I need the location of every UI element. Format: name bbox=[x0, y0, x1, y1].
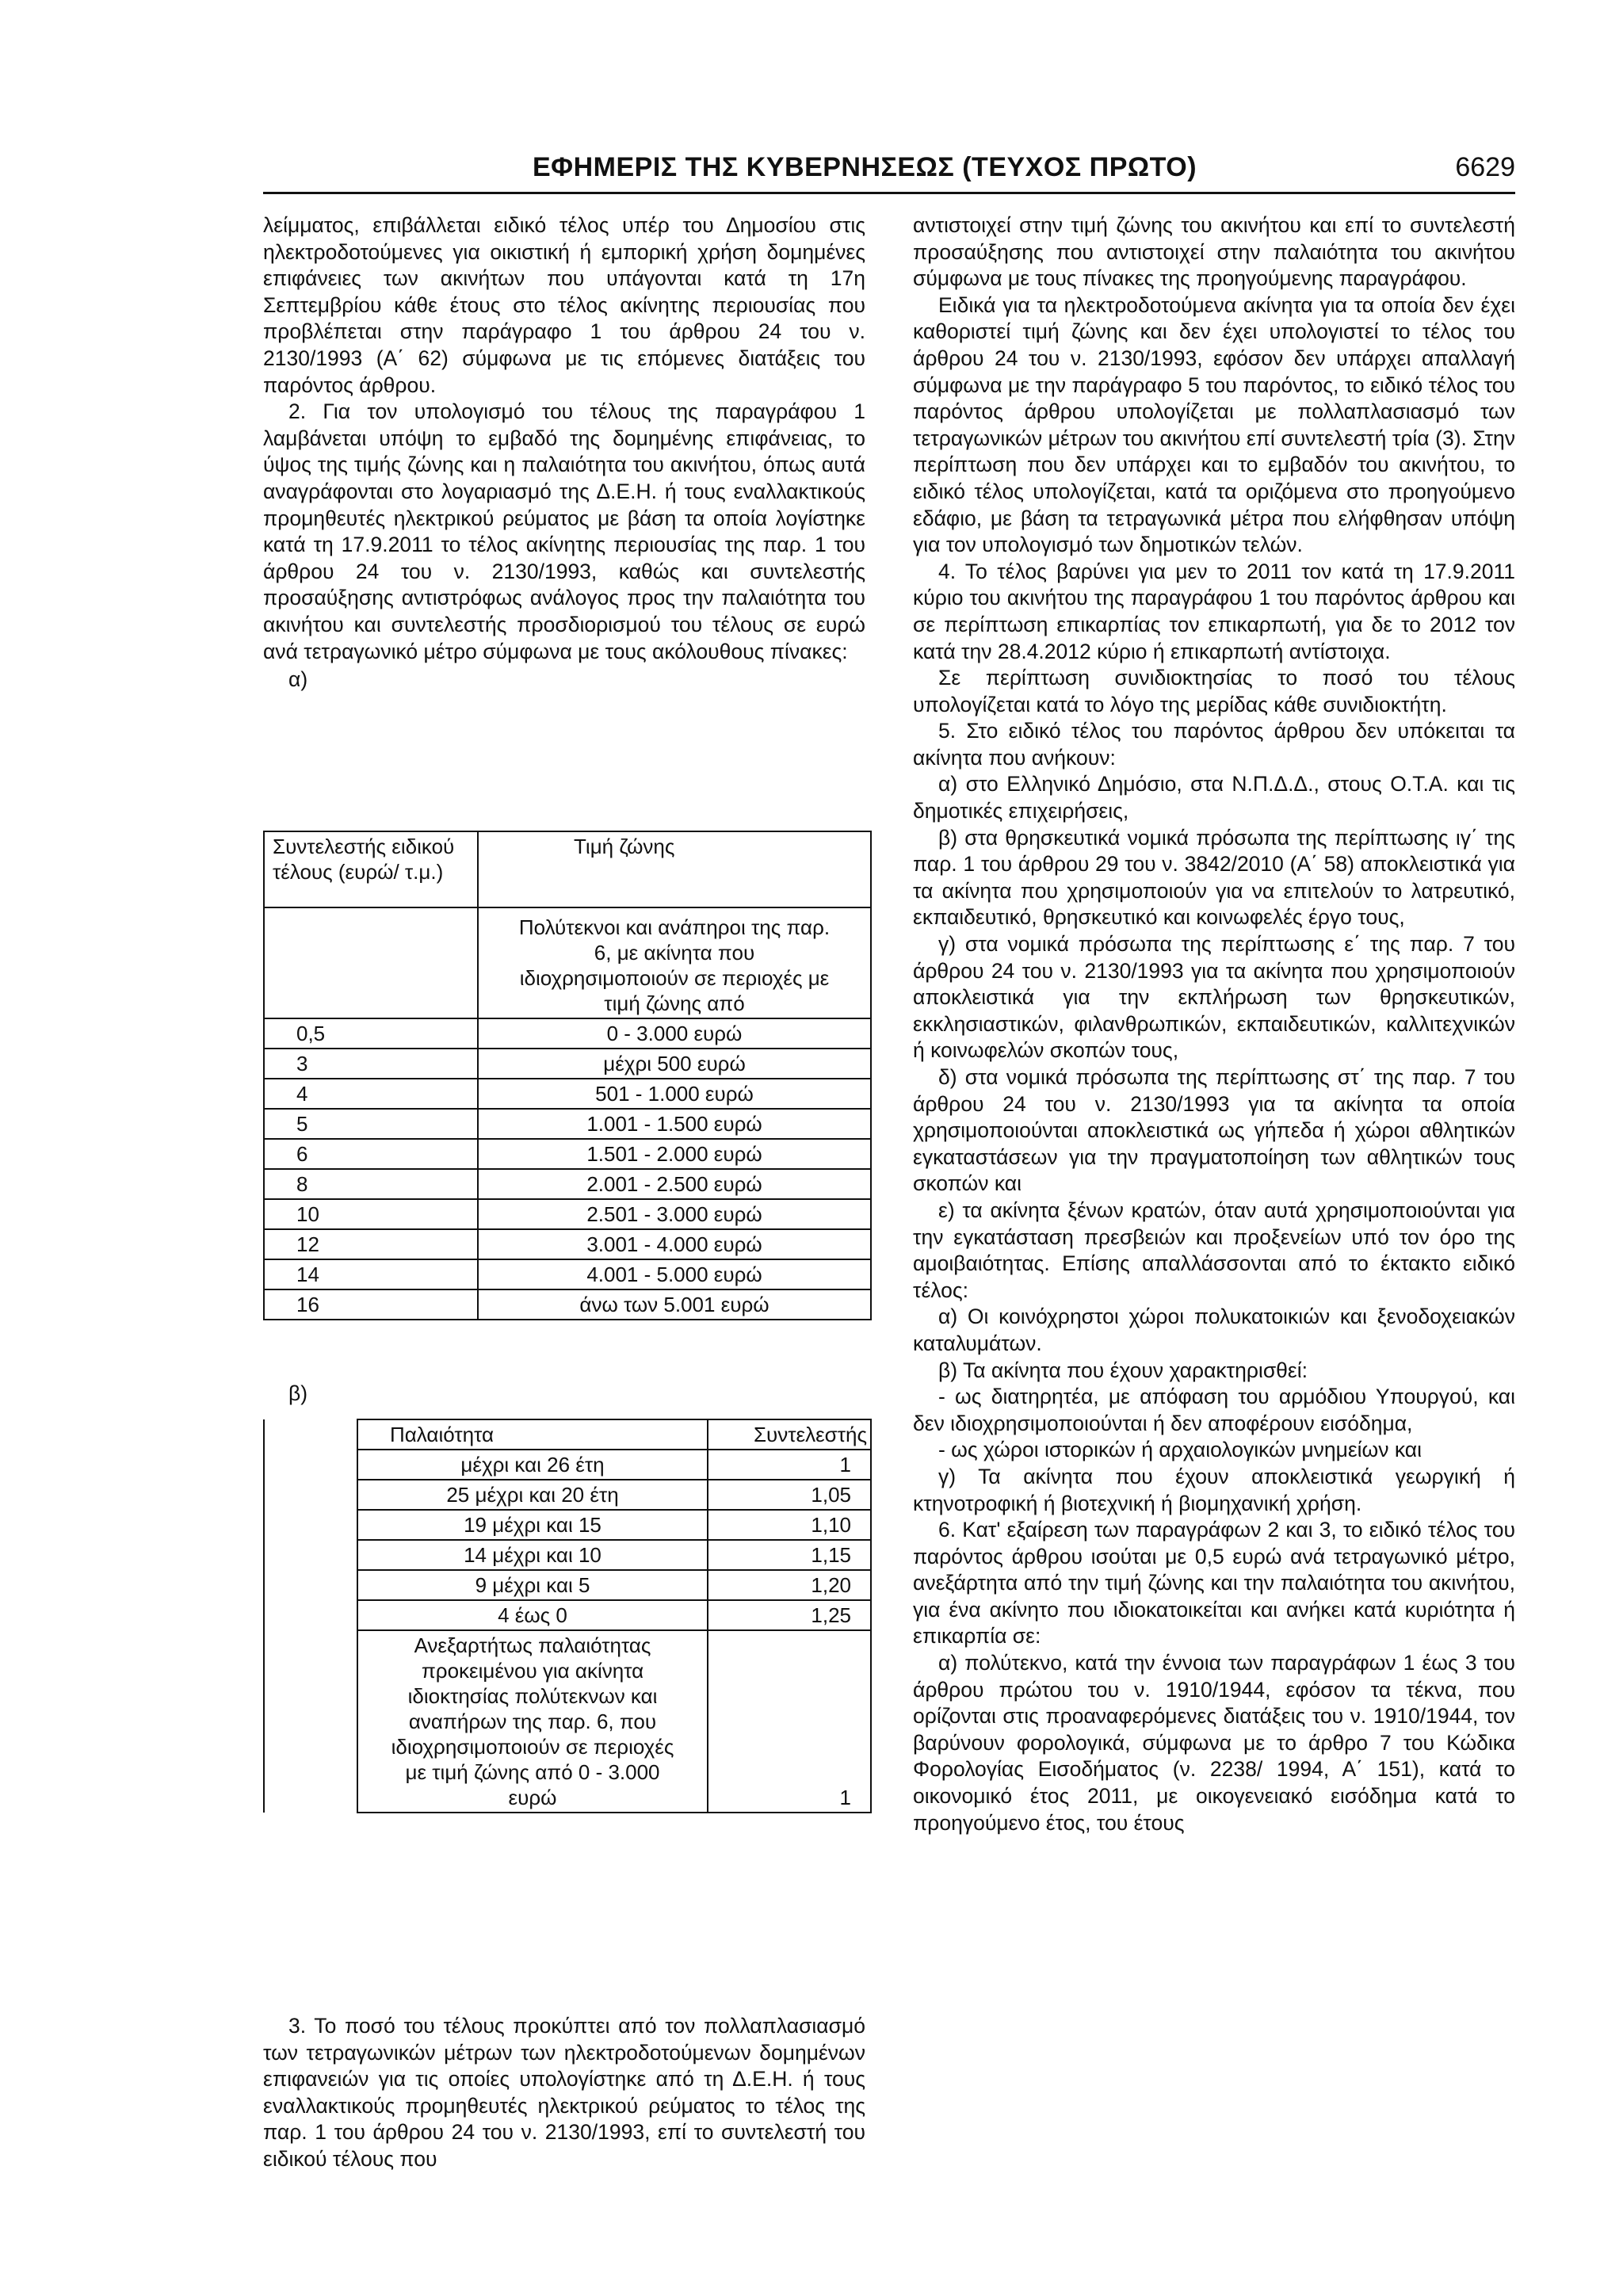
table-header-row bbox=[264, 1419, 871, 1450]
age-cell: Ανεξαρτήτως παλαιότητας προκειμένου για ακίνητα ιδιοκτησίας πολύτεκνων και αναπήρων της παρ. 6, που ιδιοχρησιμοποιούν σε περιοχές με τιμή ζώνης από 0 - 3.000 ευρώ bbox=[357, 1630, 708, 1813]
paragraph: α) στο Ελληνικό Δημόσιο, στα Ν.Π.Δ.Δ., στους Ο.Τ.Α. και τις δημοτικές επιχειρήσεις, bbox=[913, 772, 1515, 823]
table-row bbox=[264, 1540, 871, 1570]
coefficient-cell: 16 bbox=[264, 1289, 478, 1320]
header-cell: Παλαιότητα bbox=[357, 1419, 708, 1450]
paragraph: α) πολύτεκνο, κατά την έννοια των παραγράφων 1 έως 3 του άρθρου πρώτου του ν. 1910/1944, εφόσον τα τέκνα, που ορίζονται στις προαναφερόμενες διατάξεις του ν. 1910/1944, τον βαρύνουν φορολογικά, σύμφωνα με το άρθρο 7 του Κώδικα Φορολογίας Εισοδήματος (ν. 2238/ 1994, Α΄ 151), κατά το οικονομικό έτος 2011, με οικογενειακό εισόδημα κατά το προηγούμενο έτος, του έτους bbox=[913, 1651, 1515, 1835]
paragraph: αντιστοιχεί στην τιμή ζώνης του ακινήτου και επί το συντελεστή προσαύξησης που αντιστοιχεί στην παλαιότητα του ακινήτου σύμφωνα με τους πίνακες της προηγούμενης παραγράφου. bbox=[913, 213, 1515, 291]
table-subheader-row bbox=[264, 907, 871, 1018]
left-label-b bbox=[263, 1379, 865, 1408]
coefficient-cell: 1 bbox=[708, 1450, 871, 1480]
header-rule bbox=[263, 192, 1515, 194]
paragraph: γ) στα νομικά πρόσωπα της περίπτωσης ε΄ της παρ. 7 του άρθρου 24 του ν. 2130/1993 για τα ακίνητα που χρησιμοποιούν αποκλειστικά για την εκπλήρωση των θρησκευτικών, εκκλησιαστικών, φιλανθρωπικών, εκπαιδευτικών, καλλιτεχνικών ή κοινωφελών σκοπών τους, bbox=[913, 932, 1515, 1063]
coefficient-cell: 5 bbox=[264, 1109, 478, 1139]
coefficient-cell: 8 bbox=[264, 1169, 478, 1199]
table-row bbox=[264, 1139, 871, 1169]
paragraph: 6. Κατ' εξαίρεση των παραγράφων 2 και 3, το ειδικό τέλος του παρόντος άρθρου ισούται με 0,5 ευρώ ανά τετραγωνικό μέτρο, ανεξάρτητα από την τιμή ζώνης και την παλαιότητα του ακινήτου, για ένα ακίνητο που ιδιοκατοικείται και ανήκει κατά κυριότητα ή επικαρπία σε: bbox=[913, 1518, 1515, 1648]
zone-cell: 0 - 3.000 ευρώ bbox=[478, 1018, 871, 1049]
zone-price-table bbox=[263, 831, 872, 1320]
paragraph: α) Οι κοινόχρηστοι χώροι πολυκατοικιών και ξενοδοχειακών καταλυμάτων. bbox=[913, 1305, 1515, 1355]
coefficient-cell: 1 bbox=[708, 1630, 871, 1813]
table-row bbox=[264, 1289, 871, 1320]
coefficient-cell: 10 bbox=[264, 1199, 478, 1229]
coefficient-cell: 14 bbox=[264, 1259, 478, 1289]
table-row bbox=[264, 1600, 871, 1630]
header-cell: Συντελεστής ειδικού τέλους (ευρώ/ τ.μ.) bbox=[264, 831, 478, 907]
page-number: 6629 bbox=[1455, 152, 1515, 182]
header-cell: Συντελεστής bbox=[708, 1419, 871, 1450]
zone-cell: 2.001 - 2.500 ευρώ bbox=[478, 1169, 871, 1199]
gazette-title: ΕΦΗΜΕΡΙΣ ΤΗΣ ΚΥΒΕΡΝΗΣΕΩΣ (ΤΕΥΧΟΣ ΠΡΩΤΟ) bbox=[533, 152, 1197, 182]
coefficient-cell: 1,05 bbox=[708, 1480, 871, 1510]
age-cell: 25 μέχρι και 20 έτη bbox=[357, 1480, 708, 1510]
age-cell: 4 έως 0 bbox=[357, 1600, 708, 1630]
coefficient-cell: 1,25 bbox=[708, 1600, 871, 1630]
zone-cell: 2.501 - 3.000 ευρώ bbox=[478, 1199, 871, 1229]
left-column-bottom bbox=[263, 2013, 865, 2173]
table-row bbox=[264, 1109, 871, 1139]
table-row bbox=[264, 1450, 871, 1480]
paragraph: 3. Το ποσό του τέλους προκύπτει από τον πολλαπλασιασμό των τετραγωνικών μέτρων των ηλεκτροδοτούμενων δομημένων επιφανειών για τις οποίες υπολογίστηκε από τη Δ.Ε.Η. ή τους εναλλακτικούς προμηθευτές ηλεκτρικού ρεύματος το τέλος της παρ. 1 του άρθρου 24 του ν. 2130/1993, επί το συντελεστή του ειδικού τέλους που bbox=[263, 2014, 865, 2171]
table-cell bbox=[264, 1480, 357, 1510]
table-row bbox=[264, 1229, 871, 1259]
table-cell bbox=[264, 1600, 357, 1630]
paragraph: 2. Για τον υπολογισμό του τέλους της παραγράφου 1 λαμβάνεται υπόψη το εμβαδό της δομημένης επιφάνειας, το ύψος της τιμής ζώνης και η παλαιότητα του ακινήτου, όπως αυτά αναγράφονται στο λογαριασμό της Δ.Ε.Η. ή τους εναλλακτικούς προμηθευτές ηλεκτρικού ρεύματος με βάση τα οποία λογίστηκε κατά τη 17.9.2011 το τέλος ακίνητης περιουσίας της παρ. 1 του άρθρου 24 του ν. 2130/1993, καθώς και συντελεστής προσαύξησης αντιστρόφως ανάλογος προς την παλαιότητα του ακινήτου και συντελεστής προσδιορισμού του τέλους σε ευρώ ανά τετραγωνικό μέτρο σύμφωνα με τους ακόλουθους πίνακες: bbox=[263, 399, 865, 663]
table-cell bbox=[264, 1419, 357, 1450]
zone-cell: 4.001 - 5.000 ευρώ bbox=[478, 1259, 871, 1289]
coefficient-cell: 1,20 bbox=[708, 1570, 871, 1600]
paragraph: β) στα θρησκευτικά νομικά πρόσωπα της περίπτωσης ιγ΄ της παρ. 1 του άρθρου 29 του ν. 3842/2010 (Α΄ 58) αποκλειστικά για τα ακίνητα που χρησιμοποιούν για να επιτελούν το λατρευτικό, εκπαιδευτικό, θρησκευτικό και κοινωφελές έργο τους, bbox=[913, 825, 1515, 930]
zone-cell: άνω των 5.001 ευρώ bbox=[478, 1289, 871, 1320]
coefficient-cell: 6 bbox=[264, 1139, 478, 1169]
table-row bbox=[264, 1079, 871, 1109]
paragraph: 5. Στο ειδικό τέλος του παρόντος άρθρου δεν υπόκειται τα ακίνητα που ανήκουν: bbox=[913, 719, 1515, 770]
age-coefficient-table bbox=[263, 1419, 872, 1813]
paragraph: Ειδικά για τα ηλεκτροδοτούμενα ακίνητα για τα οποία δεν έχει καθοριστεί τιμή ζώνης και δεν έχει υπολογιστεί το τέλος του άρθρου 24 του ν. 2130/1993, εφόσον δεν υπάρχει απαλλαγή σύμφωνα με την παράγραφο 5 του παρόντος, το ειδικό τέλος του παρόντος άρθρου υπολογίζεται με πολλαπλασιασμό των τετραγωνικών μέτρων του ακινήτου επί συντελεστή τρία (3). Στην περίπτωση που δεν υπάρχει και το εμβαδόν του ακινήτου, το ειδικό τέλος υπολογίζεται, κατά τα οριζόμενα στο προηγούμενο εδάφιο, με βάση τα τετραγωνικά μέτρα που ελήφθησαν υπόψη για τον υπολογισμό των δημοτικών τελών. bbox=[913, 292, 1515, 557]
paragraph: 4. Το τέλος βαρύνει για μεν το 2011 τον κατά τη 17.9.2011 κύριο του ακινήτου της παραγράφου 1 του παρόντος άρθρου και σε περίπτωση επικαρπίας τον επικαρπωτή, για δε το 2012 τον κατά την 28.4.2012 κύριο ή επικαρπωτή αντίστοιχα. bbox=[913, 559, 1515, 663]
coefficient-cell: 3 bbox=[264, 1049, 478, 1079]
age-cell: 9 μέχρι και 5 bbox=[357, 1570, 708, 1600]
zone-cell: 3.001 - 4.000 ευρώ bbox=[478, 1229, 871, 1259]
coefficient-cell: 1,15 bbox=[708, 1540, 871, 1570]
table-row bbox=[264, 1480, 871, 1510]
right-column bbox=[913, 212, 1515, 1836]
zone-cell: 1.001 - 1.500 ευρώ bbox=[478, 1109, 871, 1139]
table-row bbox=[264, 1510, 871, 1540]
table-cell bbox=[264, 1540, 357, 1570]
table-row bbox=[264, 1570, 871, 1600]
table-cell bbox=[264, 1450, 357, 1480]
paragraph: γ) Τα ακίνητα που έχουν αποκλειστικά γεωργική ή κτηνοτροφική ή βιοτεχνική ή βιομηχανική χρήση. bbox=[913, 1464, 1515, 1515]
coefficient-cell: 1,10 bbox=[708, 1510, 871, 1540]
paragraph: - ως χώροι ιστορικών ή αρχαιολογικών μνημείων και bbox=[938, 1438, 1422, 1462]
table-row bbox=[264, 1018, 871, 1049]
age-cell: 14 μέχρι και 10 bbox=[357, 1540, 708, 1570]
age-cell: μέχρι και 26 έτη bbox=[357, 1450, 708, 1480]
zone-cell: μέχρι 500 ευρώ bbox=[478, 1049, 871, 1079]
paragraph: β) Τα ακίνητα που έχουν χαρακτηρισθεί: bbox=[938, 1358, 1308, 1382]
table-row bbox=[264, 1259, 871, 1289]
coefficient-cell: 4 bbox=[264, 1079, 478, 1109]
paragraph: δ) στα νομικά πρόσωπα της περίπτωσης στ΄ της παρ. 7 του άρθρου 24 του ν. 2130/1993 για τα ακίνητα τα οποία χρησιμοποιούνται αποκλειστικά ως γήπεδα ή χώροι αθλητικών εγκαταστάσεων για την πραγματοποίηση των αθλητικών τους σκοπών και bbox=[913, 1065, 1515, 1196]
table-row bbox=[264, 1630, 871, 1813]
coefficient-cell: 0,5 bbox=[264, 1018, 478, 1049]
header-cell: Τιμή ζώνης bbox=[478, 831, 871, 907]
paragraph: - ως διατηρητέα, με απόφαση του αρμόδιου Υπουργού, και δεν ιδιοχρησιμοποιούνται ή δεν αποφέρουν εισόδημα, bbox=[913, 1385, 1515, 1435]
table-b-label: β) bbox=[288, 1381, 308, 1405]
table-row bbox=[264, 1049, 871, 1079]
table-cell bbox=[264, 1570, 357, 1600]
table-cell bbox=[264, 1630, 357, 1813]
age-cell: 19 μέχρι και 15 bbox=[357, 1510, 708, 1540]
table-a-label: α) bbox=[288, 667, 308, 692]
table-cell bbox=[264, 1510, 357, 1540]
table-header-row bbox=[264, 831, 871, 907]
paragraph: ε) τα ακίνητα ξένων κρατών, όταν αυτά χρησιμοποιούνται για την εγκατάσταση πρεσβειών και προξενείων υπό τον όρο της αμοιβαιότητας. Επίσης απαλλάσσονται από το έκτακτο ειδικό τέλος: bbox=[913, 1198, 1515, 1302]
paragraph: λείμματος, επιβάλλεται ειδικό τέλος υπέρ του Δημοσίου στις ηλεκτροδοτούμενες για οικιστική ή εμπορική χρήση δομημένες επιφάνειες των ακινήτων που υπάγονται κατά τη 17η Σεπτεμβρίου κάθε έτους στο τέλος ακίνητης περιουσίας που προβλέπεται στην παράγραφο 1 του άρθρου 24 του ν. 2130/1993 (Α΄ 62) σύμφωνα με τις επόμενες διατάξεις του παρόντος άρθρου. bbox=[263, 213, 865, 397]
left-column-top bbox=[263, 212, 865, 693]
subheader-cell: Πολύτεκνοι και ανάπηροι της παρ. 6, με ακίνητα που ιδιοχρησιμοποιούν σε περιοχές με τιμή ζώνης από bbox=[478, 907, 871, 1018]
table-row bbox=[264, 1169, 871, 1199]
table-row bbox=[264, 1199, 871, 1229]
table-cell bbox=[264, 907, 478, 1018]
coefficient-cell: 12 bbox=[264, 1229, 478, 1259]
page-header bbox=[263, 152, 1515, 193]
zone-cell: 501 - 1.000 ευρώ bbox=[478, 1079, 871, 1109]
zone-cell: 1.501 - 2.000 ευρώ bbox=[478, 1139, 871, 1169]
paragraph: Σε περίπτωση συνιδιοκτησίας το ποσό του τέλους υπολογίζεται κατά το λόγο της μερίδας κάθε συνιδιοκτήτη. bbox=[913, 666, 1515, 716]
